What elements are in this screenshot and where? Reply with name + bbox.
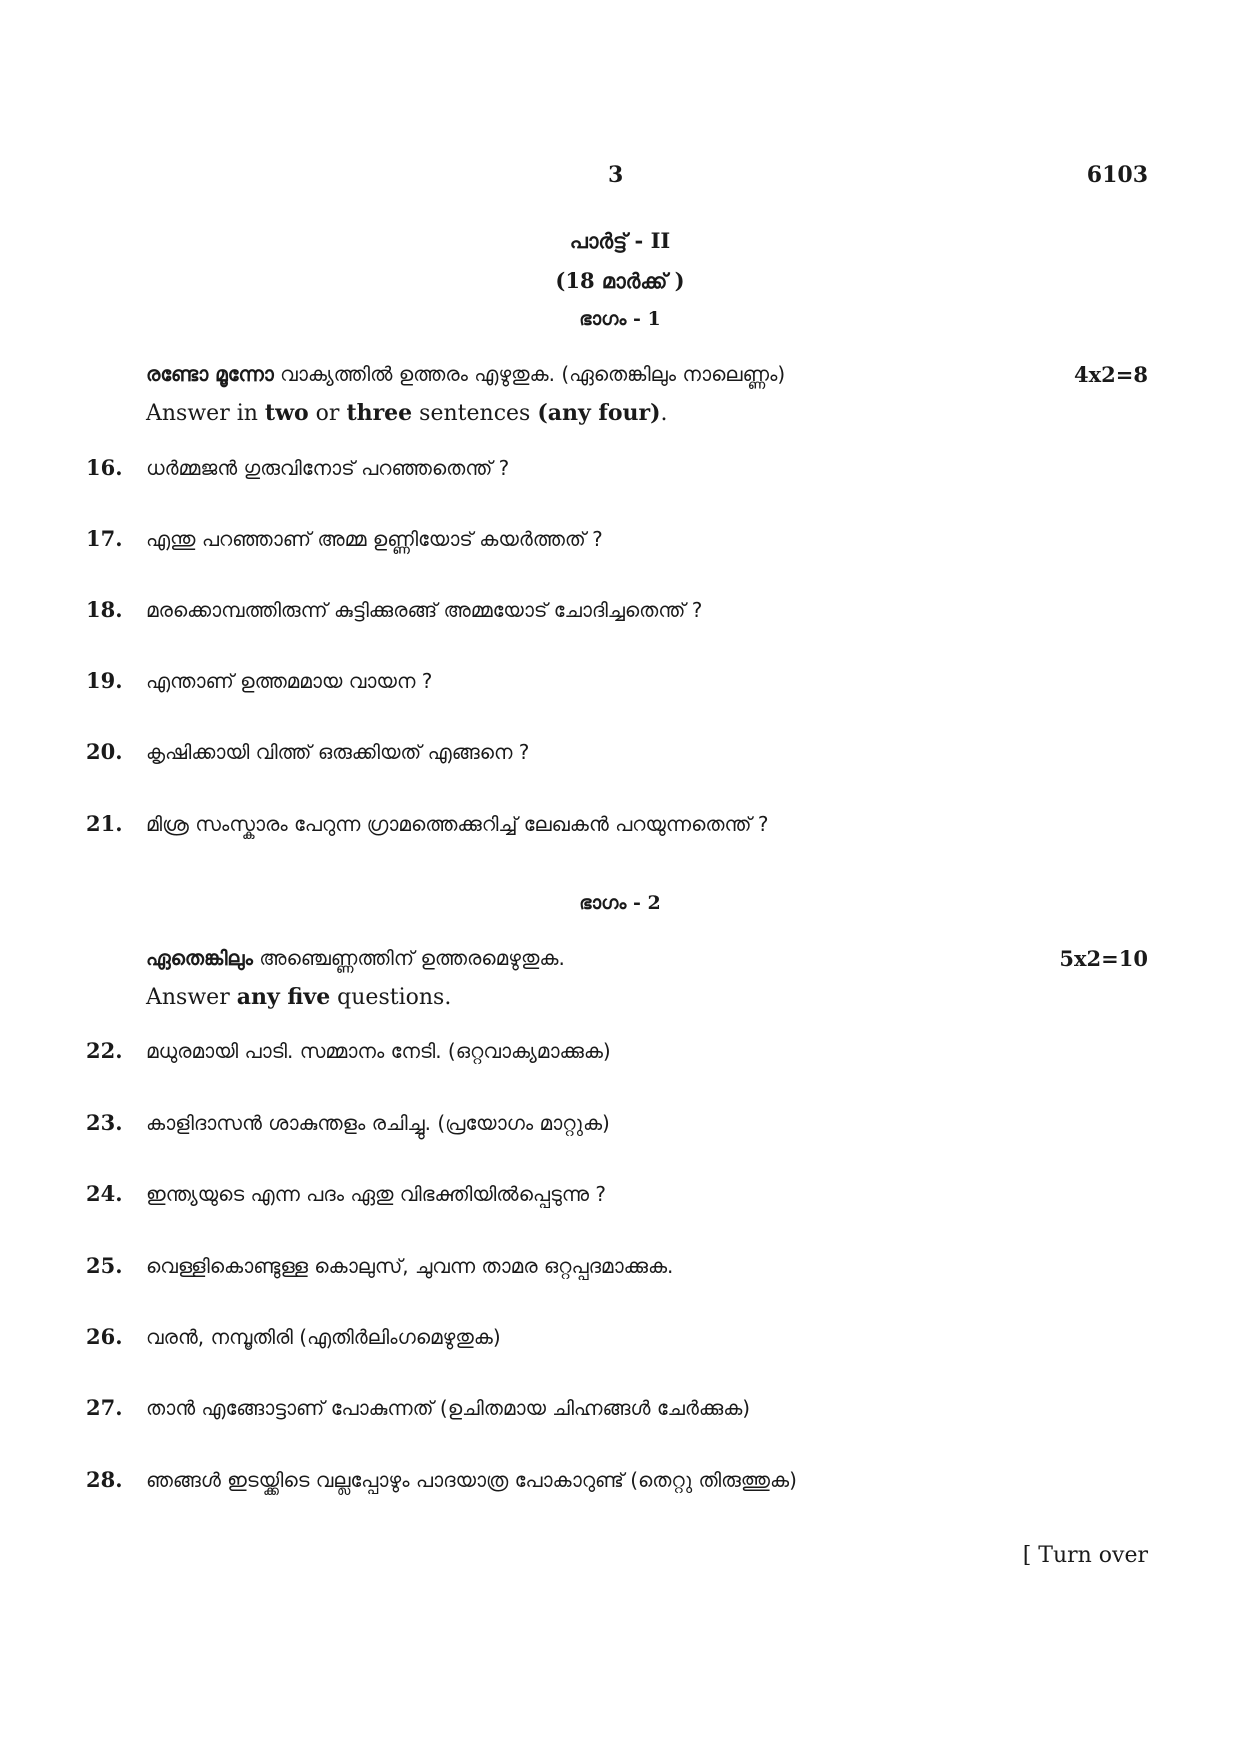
question-text: എന്താണ് ഉത്തമമായ വായന ? <box>146 669 433 693</box>
question-item <box>86 739 1160 764</box>
question-number: 23. <box>86 1110 123 1135</box>
part-marks-total: (18 മാർക്ക് ) <box>555 268 685 293</box>
section-1-instruction-en-bold: two <box>264 400 309 426</box>
question-number: 27. <box>86 1395 123 1420</box>
question-item <box>86 526 1160 551</box>
question-number: 22. <box>86 1038 123 1063</box>
question-item <box>86 1467 1160 1492</box>
page-number: 3 <box>608 162 624 188</box>
section-1-title: ഭാഗം - 1 <box>579 308 661 330</box>
question-number: 25. <box>86 1253 123 1278</box>
question-number: 26. <box>86 1324 123 1349</box>
question-text: താൻ എങ്ങോട്ടാണ് പോകുന്നത് (ഉചിതമായ ചിഹ്നങ്ങൾ ചേർക്കുക) <box>146 1396 751 1420</box>
question-text: മിശ്ര സംസ്കാരം പേറുന്ന ഗ്രാമത്തെക്കുറിച്ച് ലേഖകൻ പറയുന്നതെന്ത് ? <box>146 812 769 836</box>
turn-over-note: [ Turn over <box>1022 1543 1148 1568</box>
question-number: 24. <box>86 1181 123 1206</box>
question-text: വരൻ, നമ്പൂതിരി (എതിർലിംഗമെഴുതുക) <box>146 1325 501 1349</box>
section-1-instruction-en-part: or <box>308 401 347 426</box>
section-2-instruction-en <box>146 984 451 1010</box>
question-number: 20. <box>86 739 123 764</box>
question-text: ധർമ്മജൻ ഗുരുവിനോട് പറഞ്ഞതെന്ത് ? <box>146 456 510 480</box>
question-text: വെള്ളികൊണ്ടുള്ള കൊലുസ്, ചുവന്ന താമര ഒറ്റപ്പദമാക്കുക. <box>146 1254 674 1278</box>
section-1-marks: 4x2=8 <box>1074 362 1148 387</box>
paper-code: 6103 <box>1086 162 1148 188</box>
question-number: 28. <box>86 1467 123 1492</box>
section-1-instruction-en-bold: (any four) <box>537 400 661 426</box>
question-number: 21. <box>86 811 123 836</box>
question-item <box>86 811 1160 836</box>
question-text: കാളിദാസൻ ശാകുന്തളം രചിച്ചു. (പ്രയോഗം മാറ്റുക) <box>146 1111 610 1135</box>
section-2-instruction-ml-bold: ഏതെങ്കിലും <box>146 946 253 970</box>
section-1-instruction-en-part: Answer in <box>146 401 265 426</box>
question-text: ഇന്ത്യയുടെ എന്ന പദം ഏതു വിഭക്തിയിൽപ്പെടുന്നു ? <box>146 1182 606 1206</box>
section-1-instruction-en-part: sentences <box>412 401 538 426</box>
question-text: മധുരമായി പാടി. സമ്മാനം നേടി. (ഒറ്റവാക്യമാക്കുക) <box>146 1039 611 1063</box>
question-number: 19. <box>86 668 123 693</box>
section-1-instruction-ml-rest: വാക്യത്തിൽ ഉത്തരം എഴുതുക. (ഏതെങ്കിലും നാലെണ്ണം) <box>273 362 786 386</box>
question-item <box>86 668 1160 693</box>
section-2-instruction-ml <box>146 946 565 970</box>
section-1-instruction-en-part: . <box>660 401 668 426</box>
section-2-title: ഭാഗം - 2 <box>579 892 661 914</box>
question-text: കൃഷിക്കായി വിത്ത് ഒരുക്കിയത് എങ്ങനെ ? <box>146 740 530 764</box>
question-item <box>86 1038 1160 1063</box>
section-2-instruction-en-part: questions. <box>330 985 452 1010</box>
question-number: 17. <box>86 526 123 551</box>
question-number: 16. <box>86 455 123 480</box>
question-number: 18. <box>86 597 123 622</box>
section-1-instruction-ml-bold: രണ്ടോ മൂന്നോ <box>146 362 274 386</box>
section-2-marks: 5x2=10 <box>1059 946 1148 971</box>
section-1-instruction-en-bold: three <box>346 400 413 426</box>
question-item <box>86 597 1160 622</box>
question-item <box>86 455 1160 480</box>
question-item <box>86 1181 1160 1206</box>
section-2-instruction-en-bold: any five <box>236 984 331 1010</box>
question-item <box>86 1110 1160 1135</box>
part-title: പാർട്ട് - II <box>569 228 671 253</box>
section-1-instruction-ml <box>146 362 785 386</box>
section-2-instruction-ml-rest: അഞ്ചെണ്ണത്തിന് ഉത്തരമെഴുതുക. <box>252 946 565 970</box>
question-text: മരക്കൊമ്പത്തിരുന്ന് കുട്ടിക്കുരങ്ങ് അമ്മയോട് ചോദിച്ചതെന്ത് ? <box>146 598 703 622</box>
question-text: ഞങ്ങൾ ഇടയ്ക്കിടെ വല്ലപ്പോഴും പാദയാത്ര പോകാറുണ്ട് (തെറ്റു തിരുത്തുക) <box>146 1468 797 1492</box>
section-1-instruction-en <box>146 400 668 426</box>
section-2-instruction-en-part: Answer <box>146 985 237 1010</box>
question-item <box>86 1253 1160 1278</box>
question-text: എന്തു പറഞ്ഞാണ് അമ്മ ഉണ്ണിയോട് കയർത്തത് ? <box>146 527 603 551</box>
question-item <box>86 1324 1160 1349</box>
question-item <box>86 1395 1160 1420</box>
